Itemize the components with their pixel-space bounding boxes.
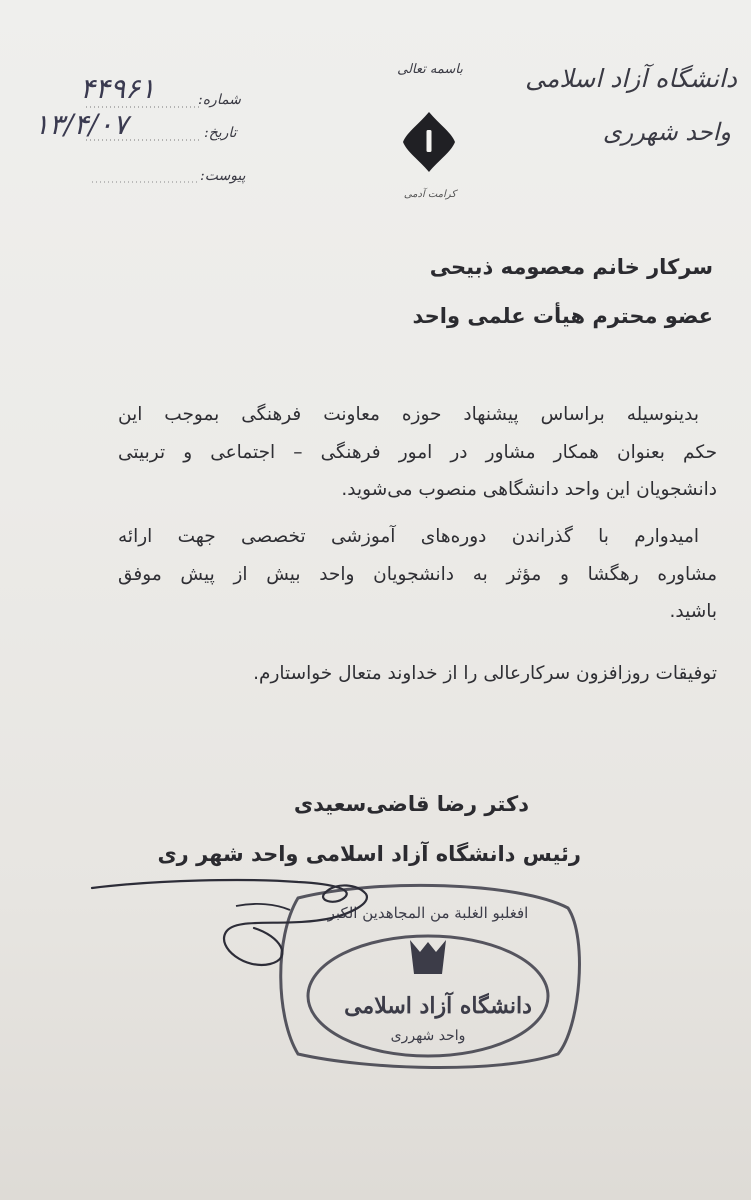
university-branch: واحد شهرری (602, 118, 731, 146)
paragraph-line: مشاوره رهگشا و مؤثر به دانشجویان واحد بیش از پیش موفق (118, 563, 717, 585)
recipient-title: عضو محترم هیأت علمی واحد (412, 304, 713, 328)
date-underline (86, 137, 202, 143)
university-name: دانشگاه آزاد اسلامی (525, 64, 737, 93)
paragraph-line: باشید. (669, 601, 717, 622)
paragraph-line: دانشجویان این واحد دانشگاهی منصوب می‌شوید. (341, 479, 717, 500)
emblem-caption: کرامت آدمی (403, 189, 457, 200)
attachment-label: پیوست: (200, 168, 246, 184)
signatory-name: دکتر رضا قاضی‌سعیدی (293, 792, 529, 816)
paragraph-appointment (118, 396, 717, 509)
stamp-bottom-text: واحد شهرری (390, 1028, 466, 1044)
number-label: شماره: (198, 92, 241, 108)
number-value: ۴۴۹۶۱ (80, 72, 156, 105)
paragraph-line: امیدوارم با گذراندن دوره‌های آموزشی تخصصی جهت ارائه (118, 526, 699, 547)
signatory-title: رئیس دانشگاه آزاد اسلامی واحد شهر ری (157, 842, 581, 866)
stamp-emblem-icon (410, 940, 446, 974)
paragraph-closing (118, 655, 717, 693)
stamp-outer-text: افغلبو الغلبة من المجاهدين الكبر (327, 904, 529, 922)
handwritten-signature (86, 876, 376, 976)
attachment-underline (92, 179, 200, 185)
stamp-inner-text: دانشگاه آزاد اسلامی (344, 993, 532, 1019)
paragraph-line: بدینوسیله براساس پیشنهاد حوزه معاونت فرهنگی بموجب این (118, 404, 699, 425)
paragraph-line: حکم بعنوان همکار مشاور در امور فرهنگی – اجتماعی و تربیتی (118, 441, 717, 463)
university-emblem-icon (401, 110, 457, 174)
paragraph-wishes (118, 518, 717, 631)
paragraph-line: توفیقات روزافزون سرکارعالی را از خداوند متعال خواستارم. (253, 663, 717, 684)
date-value: ۱۳/۴/۰۷ (34, 108, 129, 141)
recipient-name: سرکار خانم معصومه ذبیحی (429, 255, 713, 279)
date-label: تاریخ: (204, 125, 237, 141)
basmala: باسمه تعالی (397, 62, 463, 77)
